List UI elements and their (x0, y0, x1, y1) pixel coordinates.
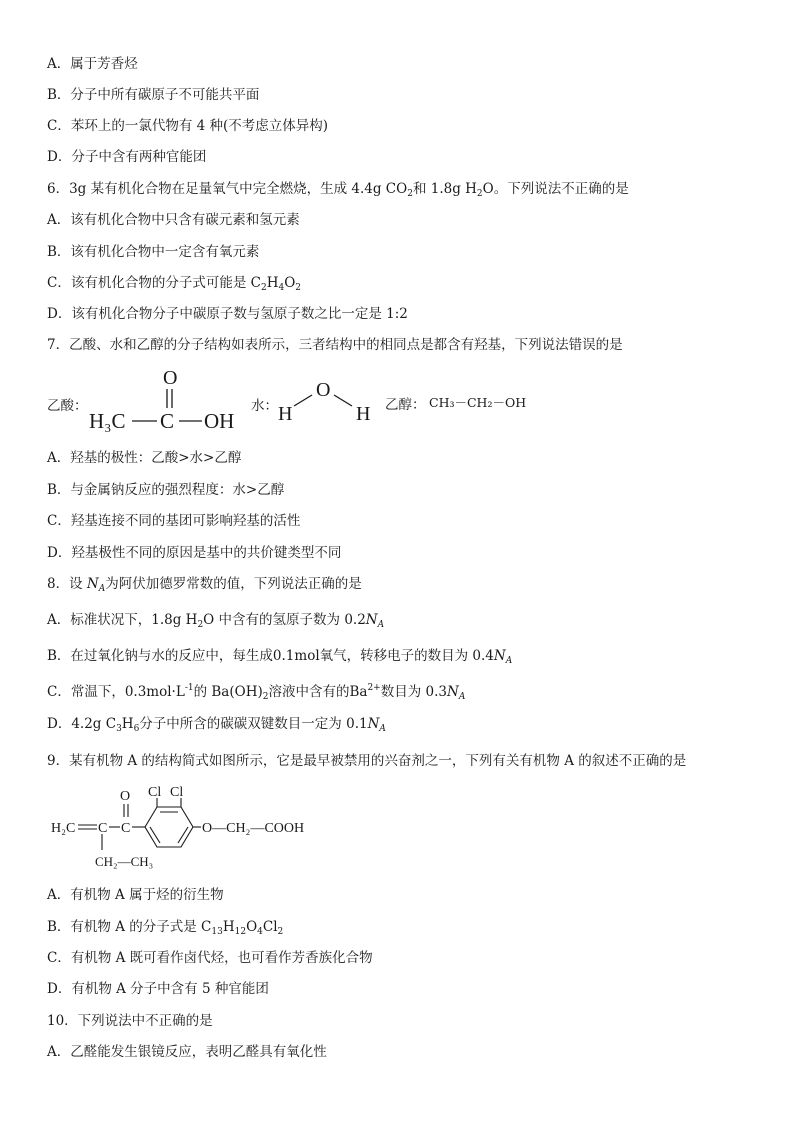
compound-a-structure (47, 782, 327, 877)
water-structure (272, 372, 387, 427)
q9-option-a: A．有机物 A 属于烃的衍生物 (47, 887, 224, 903)
q7-option-d: D．羟基极性不同的原因是基中的共价键类型不同 (47, 545, 342, 561)
struct-cl2: Cl (170, 785, 184, 800)
q10-stem: 10．下列说法中不正确的是 (47, 1013, 213, 1029)
q8-option-c: C．常温下，$0.3mol\cdot L^{-1}$的 $Ba(OH)_2$溶液中含有的$Ba^{2+}$数目为 $0.3N_A$ (47, 683, 466, 702)
struct-c2: C (121, 821, 131, 836)
q7-stem: 7．乙酸、水和乙醇的分子结构如表所示，三者结构中的相同点是都含有羟基，下列说法错误的是 (47, 337, 623, 353)
acetic-h3c: H₃C (89, 409, 126, 433)
q5-option-b: B．分子中所有碳原子不可能共平面 (47, 87, 260, 103)
water-h1: H (278, 403, 293, 425)
q8-option-b: B．在过氧化钠与水的反应中，每生成0.1mol氧气，转移电子的数目为 $0.4N_A$ (47, 648, 513, 666)
struct-chain: O—CH₂—COOH (202, 821, 305, 836)
struct-h2c: H₂C (51, 821, 76, 836)
water-label: 水： (251, 398, 278, 414)
acetic-acid-label: 乙酸： (47, 398, 88, 414)
q8-option-d: D．4.2g $C_3H_6$分子中所含的碳碳双键数目一定为 $0.1N_A$ (47, 716, 386, 734)
struct-o-top: O (120, 789, 131, 804)
q9-option-c: C．有机物 A 既可看作卤代烃，也可看作芳香族化合物 (47, 950, 373, 966)
q10-option-a: A．乙醛能发生银镜反应，表明乙醛具有氧化性 (47, 1044, 327, 1060)
q5-option-a: A．属于芳香烃 (47, 56, 138, 72)
q7-option-c: C．羟基连接不同的基团可影响羟基的活性 (47, 513, 301, 529)
q6-stem: 6．3g 某有机化合物在足量氧气中完全燃烧，生成 4.4g $CO_2$和 1.8g $H_2O$。下列说法不正确的是 (47, 181, 629, 199)
acetic-oh: OH (204, 409, 235, 433)
q6-option-c: C．该有机化合物的分子式可能是 $C_2H_4O_2$ (47, 275, 302, 293)
q8-stem: 8．设 $N_A$为阿伏加德罗常数的值，下列说法正确的是 (47, 576, 362, 594)
q5-option-c: C．苯环上的一氯代物有 4 种(不考虑立体异构) (47, 118, 329, 134)
q9-option-d: D．有机物 A 分子中含有 5 种官能团 (47, 981, 269, 997)
acetic-carbonyl-o: O (163, 367, 178, 389)
struct-c1: C (98, 821, 108, 836)
q7-option-a: A．羟基的极性：乙酸>水>乙醇 (47, 450, 242, 466)
q9-stem: 9．某有机物 A 的结构简式如图所示，它是最早被禁用的兴奋剂之一，下列有关有机物 A 的叙述不正确的是 (47, 753, 687, 769)
q8-option-a: A．标准状况下，1.8g $H_2O$ 中含有的氢原子数为 $0.2N_A$ (47, 612, 385, 630)
struct-ethyl: CH₂—CH₃ (95, 854, 154, 869)
q9-option-b: B．有机物 A 的分子式是 $C_{13}H_{12}O_4Cl_2$ (47, 919, 284, 937)
water-o: O (316, 379, 331, 401)
ethanol-label: 乙醇： (385, 397, 426, 413)
q6-option-d: D．该有机化合物分子中碳原子数与氢原子数之比一定是 1:2 (47, 306, 408, 322)
acetic-acid-structure (85, 362, 250, 437)
acetic-c: C (160, 409, 175, 433)
ethanol-formula: CH₃－CH₂－OH (429, 395, 527, 410)
q6-option-a: A．该有机化合物中只含有碳元素和氢元素 (47, 212, 300, 228)
q7-option-b: B．与金属钠反应的强烈程度：水>乙醇 (47, 482, 285, 498)
q6-option-b: B．该有机化合物中一定含有氧元素 (47, 244, 260, 260)
q5-option-d: D．分子中含有两种官能团 (47, 149, 207, 165)
struct-cl1: Cl (148, 785, 162, 800)
water-h2: H (356, 403, 371, 425)
